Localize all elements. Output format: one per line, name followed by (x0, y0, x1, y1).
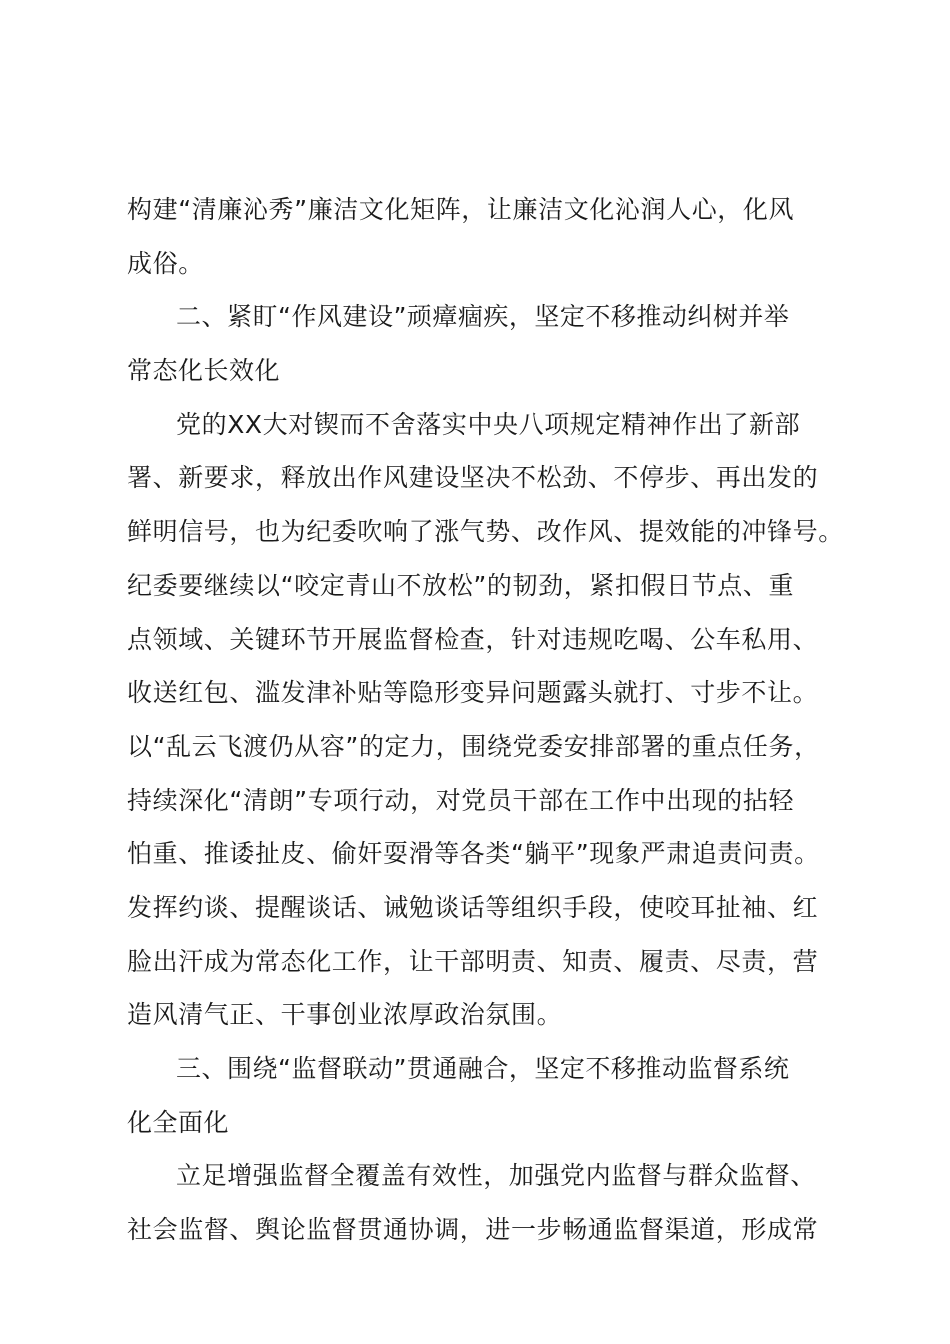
paragraph-line: 成俗。 (127, 248, 204, 278)
paragraph-line: 收送红包、滥发津补贴等隐形变异问题露头就打、寸步不让。 (127, 678, 819, 708)
paragraph-line: 脸出汗成为常态化工作，让干部明责、知责、履责、尽责，营 (127, 946, 819, 976)
paragraph-line: 怕重、推诿扯皮、偷奸耍滑等各类“躺平”现象严肃追责问责。 (127, 839, 820, 869)
paragraph-line: 造风清气正、干事创业浓厚政治氛围。 (127, 1000, 563, 1030)
paragraph-line: 点领域、关键环节开展监督检查，针对违规吃喝、公车私用、 (127, 624, 819, 654)
section-heading-line: 三、围绕“监督联动”贯通融合，坚定不移推动监督系统 (176, 1054, 790, 1083)
section-heading-line: 常态化长效化 (127, 356, 281, 386)
section-heading-line: 化全面化 (127, 1107, 230, 1137)
paragraph-line: 署、新要求，释放出作风建设坚决不松劲、不停步、再出发的 (127, 463, 819, 493)
document-body (127, 183, 849, 1257)
paragraph-line: 发挥约谈、提醒谈话、诫勉谈话等组织手段，使咬耳扯袖、红 (127, 892, 819, 922)
paragraph-line: 鲜明信号，也为纪委吹响了涨气势、改作风、提效能的冲锋号。 (127, 517, 844, 547)
paragraph-line: 纪委要继续以“咬定青山不放松”的韧劲，紧扣假日节点、重 (127, 570, 795, 600)
paragraph-line: 党的XX大对锲而不舍落实中央八项规定精神作出了新部 (176, 409, 801, 439)
section-heading-line: 二、紧盯“作风建设”顽瘴痼疾，坚定不移推动纠树并举 (176, 302, 790, 332)
paragraph-line: 持续深化“清朗”专项行动，对党员干部在工作中出现的拈轻 (127, 785, 795, 815)
paragraph-line: 社会监督、舆论监督贯通协调，进一步畅通监督渠道，形成常 (127, 1215, 819, 1245)
paragraph-line: 以“乱云飞渡仍从容”的定力，围绕党委安排部署的重点任务， (127, 731, 820, 761)
paragraph-line: 立足增强监督全覆盖有效性，加强党内监督与群众监督、 (176, 1161, 817, 1191)
paragraph-line: 构建“清廉沁秀”廉洁文化矩阵，让廉洁文化沁润人心，化风 (127, 195, 795, 224)
